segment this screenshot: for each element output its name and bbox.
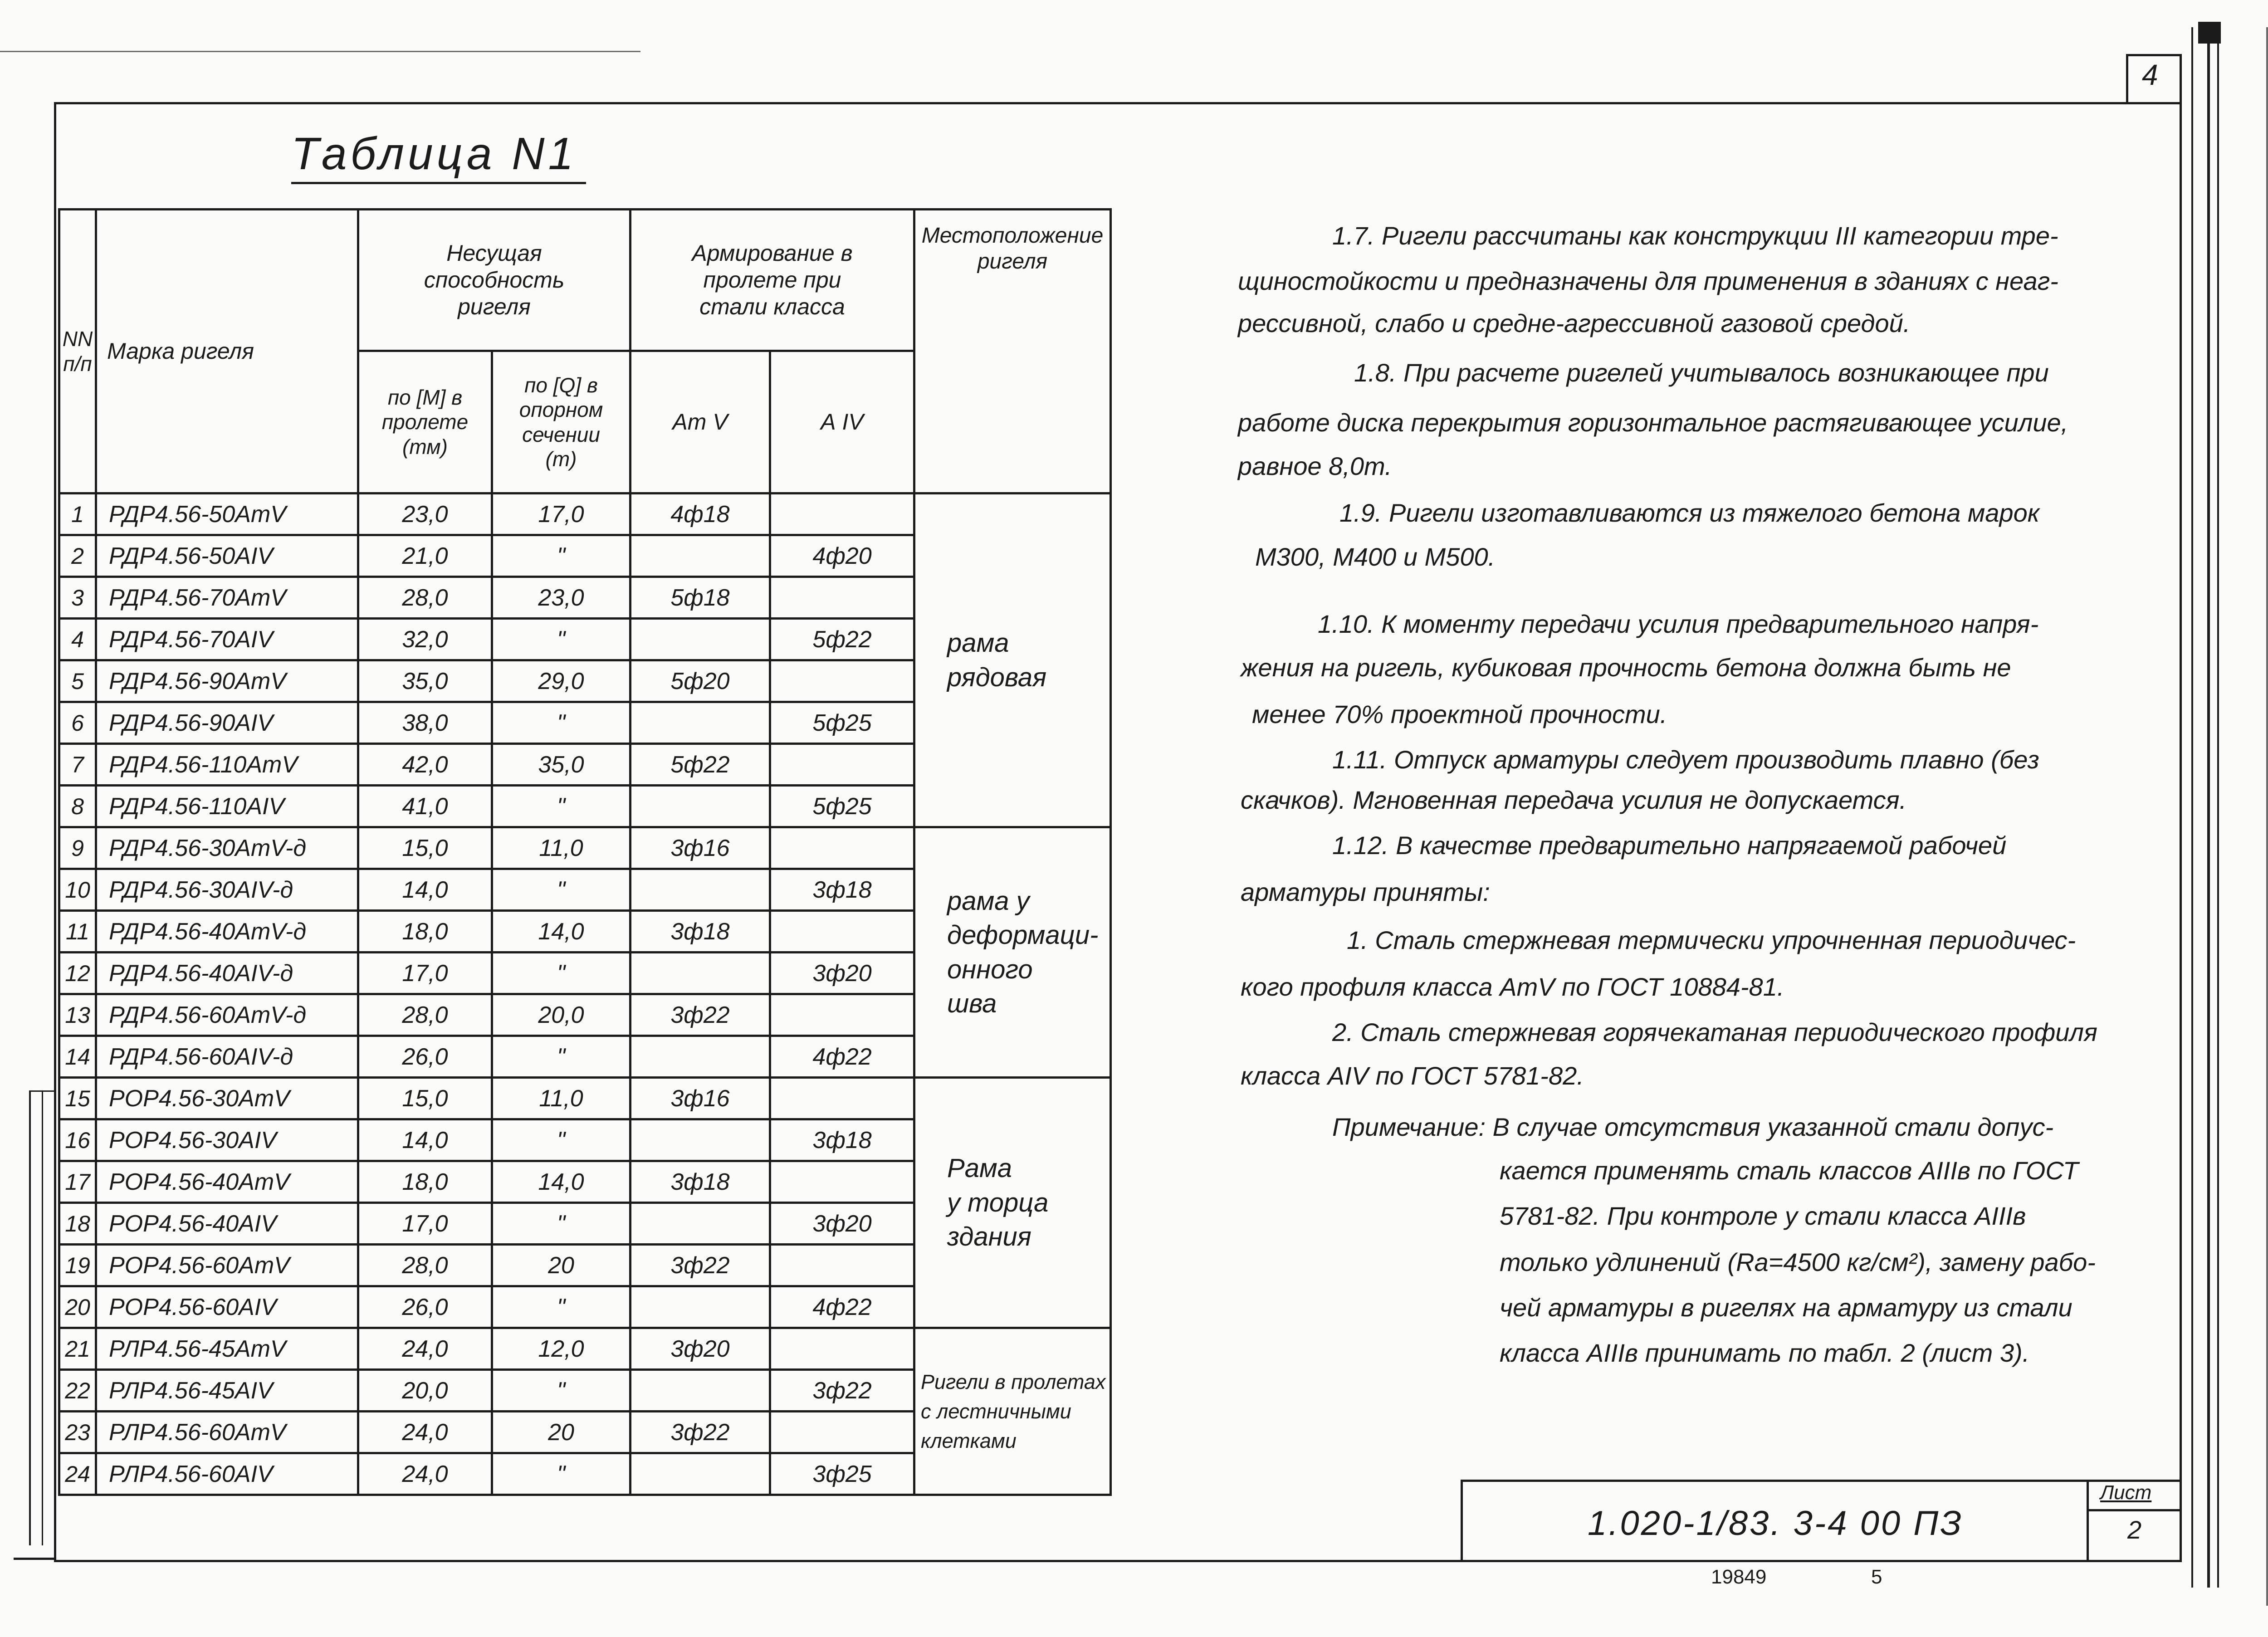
cell-reinf-a bbox=[770, 994, 914, 1036]
cell-mark: РДР4.56-50АIV bbox=[96, 535, 358, 577]
cell-moment: 14,0 bbox=[358, 1119, 492, 1161]
header-line: ригеля bbox=[977, 249, 1048, 274]
right-margin-line bbox=[2191, 27, 2193, 1588]
note-line: жения на ригель, кубиковая прочность бетона должна быть не bbox=[1241, 653, 2011, 682]
cell-number: 12 bbox=[59, 953, 96, 994]
cell-reinf-a: 3ф25 bbox=[770, 1453, 914, 1495]
cell-number: 18 bbox=[59, 1203, 96, 1245]
cell-number: 11 bbox=[59, 911, 96, 953]
cell-moment: 35,0 bbox=[358, 660, 492, 702]
header-line: пролете bbox=[381, 410, 469, 434]
cell-shear: 14,0 bbox=[492, 911, 631, 953]
left-strip-tick bbox=[29, 1090, 54, 1092]
location-line: рядовая bbox=[947, 662, 1047, 692]
header-mark: Марка ригеля bbox=[96, 210, 358, 494]
cell-number: 22 bbox=[59, 1370, 96, 1412]
sheet-number: 2 bbox=[2127, 1515, 2142, 1544]
cell-shear: 35,0 bbox=[492, 744, 631, 786]
cell-number: 17 bbox=[59, 1161, 96, 1203]
cell-number: 9 bbox=[59, 827, 96, 869]
cell-reinf-a bbox=[770, 1078, 914, 1119]
note-line: 1.11. Отпуск арматуры следует производить плавно (без bbox=[1332, 745, 2039, 774]
cell-number: 24 bbox=[59, 1453, 96, 1495]
sheet-cell-border bbox=[2087, 1509, 2180, 1511]
cell-moment: 28,0 bbox=[358, 994, 492, 1036]
cell-moment: 20,0 bbox=[358, 1370, 492, 1412]
beam-table bbox=[58, 208, 1112, 1496]
cell-reinf-at: 3ф16 bbox=[631, 827, 770, 869]
cell-reinf-at bbox=[631, 1370, 770, 1412]
cell-mark: РДР4.56-50АтV bbox=[96, 494, 358, 535]
header-capacity-q bbox=[492, 351, 631, 494]
cell-shear: " bbox=[492, 535, 631, 577]
cell-shear: " bbox=[492, 1036, 631, 1078]
cell-moment: 14,0 bbox=[358, 869, 492, 911]
cell-reinf-a: 4ф22 bbox=[770, 1286, 914, 1328]
cell-reinf-at: 3ф22 bbox=[631, 1245, 770, 1286]
cell-shear: " bbox=[492, 619, 631, 660]
location-cell bbox=[914, 1328, 1111, 1495]
location-line: Рама bbox=[947, 1153, 1012, 1183]
document-code: 1.020-1/83. 3-4 00 ПЗ bbox=[1588, 1504, 1963, 1543]
cell-shear: 11,0 bbox=[492, 827, 631, 869]
cell-reinf-at: 3ф18 bbox=[631, 1161, 770, 1203]
cell-shear: 20 bbox=[492, 1412, 631, 1453]
cell-reinf-a: 5ф22 bbox=[770, 619, 914, 660]
bottom-extension-line bbox=[14, 1558, 54, 1560]
cell-moment: 28,0 bbox=[358, 1245, 492, 1286]
cell-mark: РДР4.56-40АтV-д bbox=[96, 911, 358, 953]
sheet-label: Лист bbox=[2100, 1481, 2152, 1504]
note-line: работе диска перекрытия горизонтальное растягивающее усилие, bbox=[1238, 408, 2068, 437]
cell-reinf-at: 3ф20 bbox=[631, 1328, 770, 1370]
note-line: рессивной, слабо и средне-агрессивной газовой средой. bbox=[1238, 309, 1911, 337]
cell-reinf-a bbox=[770, 744, 914, 786]
top-margin-line bbox=[0, 51, 640, 52]
cell-mark: РДР4.56-30АIV-д bbox=[96, 869, 358, 911]
header-line: способность bbox=[424, 267, 565, 293]
cell-mark: РОР4.56-60АтV bbox=[96, 1245, 358, 1286]
cell-mark: РДР4.56-70АIV bbox=[96, 619, 358, 660]
cell-reinf-a bbox=[770, 827, 914, 869]
cell-reinf-a: 4ф20 bbox=[770, 535, 914, 577]
cell-reinf-at bbox=[631, 1119, 770, 1161]
cell-mark: РДР4.56-90АтV bbox=[96, 660, 358, 702]
page-number: 5 bbox=[1871, 1566, 1882, 1588]
cell-number: 7 bbox=[59, 744, 96, 786]
cell-mark: РЛР4.56-60АIV bbox=[96, 1453, 358, 1495]
cell-number: 6 bbox=[59, 702, 96, 744]
note-line: М300, М400 и М500. bbox=[1255, 542, 1496, 571]
header-line: п/п bbox=[63, 352, 92, 376]
note-line: 1.7. Ригели рассчитаны как конструкции III категории тре- bbox=[1332, 221, 2058, 250]
cell-reinf-a: 3ф22 bbox=[770, 1370, 914, 1412]
cell-mark: РОР4.56-30АIV bbox=[96, 1119, 358, 1161]
cell-reinf-at bbox=[631, 953, 770, 994]
note-line: 1. Сталь стержневая термически упрочненная периодичес- bbox=[1347, 926, 2076, 954]
table-row bbox=[59, 1328, 1111, 1370]
location-cell bbox=[914, 494, 1111, 827]
header-line: (тм) bbox=[402, 435, 448, 459]
cell-shear: " bbox=[492, 1286, 631, 1328]
note-line: Примечание: В случае отсутствия указанной стали допус- bbox=[1332, 1113, 2054, 1141]
cell-number: 2 bbox=[59, 535, 96, 577]
cell-shear: " bbox=[492, 869, 631, 911]
cell-mark: РДР4.56-60АIV-д bbox=[96, 1036, 358, 1078]
binding-mark bbox=[2198, 22, 2221, 44]
cell-moment: 32,0 bbox=[358, 619, 492, 660]
cell-mark: РЛР4.56-60АтV bbox=[96, 1412, 358, 1453]
header-line: по [Q] в bbox=[524, 373, 598, 397]
header-line: стали класса bbox=[699, 294, 845, 319]
cell-reinf-at: 5ф18 bbox=[631, 577, 770, 619]
header-reinforcement bbox=[631, 210, 914, 351]
header-line: сечении bbox=[522, 422, 600, 446]
cell-reinf-at: 3ф22 bbox=[631, 994, 770, 1036]
stamp-border bbox=[1461, 1480, 1463, 1560]
cell-mark: РДР4.56-30АтV-д bbox=[96, 827, 358, 869]
header-line: ригеля bbox=[458, 294, 531, 319]
cell-moment: 38,0 bbox=[358, 702, 492, 744]
cell-reinf-a: 3ф20 bbox=[770, 1203, 914, 1245]
cell-shear: " bbox=[492, 1453, 631, 1495]
header-line: (т) bbox=[545, 447, 577, 471]
header-class-a: А IV bbox=[770, 351, 914, 494]
cell-number: 19 bbox=[59, 1245, 96, 1286]
cell-moment: 41,0 bbox=[358, 786, 492, 827]
cell-moment: 18,0 bbox=[358, 911, 492, 953]
header-capacity-m bbox=[358, 351, 492, 494]
table-row bbox=[59, 494, 1111, 535]
location-line: рама у bbox=[947, 886, 1030, 916]
cell-reinf-a bbox=[770, 1161, 914, 1203]
cell-reinf-at bbox=[631, 869, 770, 911]
cell-moment: 26,0 bbox=[358, 1036, 492, 1078]
cell-mark: РДР4.56-70АтV bbox=[96, 577, 358, 619]
header-line: Армирование в bbox=[692, 240, 853, 266]
cell-reinf-a: 3ф18 bbox=[770, 869, 914, 911]
location-cell bbox=[914, 1078, 1111, 1328]
note-line: класса АIV по ГОСТ 5781-82. bbox=[1241, 1061, 1584, 1090]
cell-reinf-at bbox=[631, 619, 770, 660]
inventory-number: 19849 bbox=[1711, 1566, 1767, 1588]
stamp-border bbox=[1461, 1480, 2180, 1482]
cell-mark: РОР4.56-40АIV bbox=[96, 1203, 358, 1245]
cell-reinf-at: 5ф22 bbox=[631, 744, 770, 786]
cell-shear: 17,0 bbox=[492, 494, 631, 535]
cell-reinf-at bbox=[631, 535, 770, 577]
note-line: класса АIIIв принимать по табл. 2 (лист 3). bbox=[1500, 1339, 2030, 1367]
cell-reinf-at bbox=[631, 1453, 770, 1495]
corner-number: 4 bbox=[2142, 59, 2158, 91]
right-edge-line bbox=[2266, 27, 2268, 1606]
note-line: 1.9. Ригели изготавливаются из тяжелого бетона марок bbox=[1339, 498, 2040, 527]
cell-mark: РДР4.56-110АтV bbox=[96, 744, 358, 786]
note-line: арматуры приняты: bbox=[1241, 878, 1490, 906]
note-line: менее 70% проектной прочности. bbox=[1252, 700, 1667, 728]
cell-number: 15 bbox=[59, 1078, 96, 1119]
cell-reinf-at: 3ф18 bbox=[631, 911, 770, 953]
cell-reinf-at bbox=[631, 1203, 770, 1245]
header-line: Местоположение bbox=[921, 224, 1104, 248]
left-strip-line bbox=[29, 1090, 31, 1545]
cell-moment: 42,0 bbox=[358, 744, 492, 786]
note-line: кого профиля класса АтV по ГОСТ 10884-81. bbox=[1241, 972, 1784, 1001]
cell-reinf-at bbox=[631, 1286, 770, 1328]
cell-mark: РЛР4.56-45АIV bbox=[96, 1370, 358, 1412]
cell-number: 5 bbox=[59, 660, 96, 702]
cell-mark: РОР4.56-40АтV bbox=[96, 1161, 358, 1203]
note-line: 5781-82. При контроле у стали класса АIIIв bbox=[1500, 1202, 2026, 1230]
cell-reinf-at bbox=[631, 702, 770, 744]
cell-mark: РЛР4.56-45АтV bbox=[96, 1328, 358, 1370]
note-line: 1.8. При расчете ригелей учитывалось возникающее при bbox=[1354, 358, 2049, 387]
cell-shear: 29,0 bbox=[492, 660, 631, 702]
cell-number: 1 bbox=[59, 494, 96, 535]
cell-reinf-at: 3ф22 bbox=[631, 1412, 770, 1453]
cell-moment: 15,0 bbox=[358, 827, 492, 869]
header-line: опорном bbox=[519, 398, 603, 422]
location-line: Ригели в пролетах bbox=[921, 1370, 1106, 1393]
note-line: 1.10. К моменту передачи усилия предварительного напря- bbox=[1318, 610, 2039, 638]
cell-shear: 14,0 bbox=[492, 1161, 631, 1203]
cell-number: 14 bbox=[59, 1036, 96, 1078]
cell-reinf-a: 3ф20 bbox=[770, 953, 914, 994]
note-line: равное 8,0т. bbox=[1238, 452, 1392, 480]
header-capacity bbox=[358, 210, 631, 351]
location-line: онного bbox=[947, 954, 1033, 984]
cell-mark: РДР4.56-40АIV-д bbox=[96, 953, 358, 994]
cell-moment: 24,0 bbox=[358, 1412, 492, 1453]
cell-reinf-at bbox=[631, 1036, 770, 1078]
right-margin-line bbox=[2217, 27, 2219, 1588]
cell-shear: " bbox=[492, 1119, 631, 1161]
note-line: 1.12. В качестве предварительно напрягаемой рабочей bbox=[1332, 831, 2007, 860]
header-nn bbox=[59, 210, 96, 494]
cell-reinf-a bbox=[770, 911, 914, 953]
header-line: Несущая bbox=[446, 240, 542, 266]
cell-reinf-a bbox=[770, 1412, 914, 1453]
cell-mark: РОР4.56-60АIV bbox=[96, 1286, 358, 1328]
cell-moment: 15,0 bbox=[358, 1078, 492, 1119]
cell-moment: 23,0 bbox=[358, 494, 492, 535]
cell-reinf-a: 5ф25 bbox=[770, 786, 914, 827]
cell-shear: " bbox=[492, 702, 631, 744]
note-line: только удлинений (Rа=4500 кг/см²), замену рабо- bbox=[1500, 1248, 2096, 1276]
cell-shear: 23,0 bbox=[492, 577, 631, 619]
cell-shear: 20,0 bbox=[492, 994, 631, 1036]
header-line: пролете при bbox=[703, 267, 841, 293]
cell-reinf-a: 4ф22 bbox=[770, 1036, 914, 1078]
cell-shear: 12,0 bbox=[492, 1328, 631, 1370]
cell-shear: " bbox=[492, 1370, 631, 1412]
cell-moment: 28,0 bbox=[358, 577, 492, 619]
cell-number: 10 bbox=[59, 869, 96, 911]
location-line: рама bbox=[947, 628, 1009, 658]
cell-moment: 24,0 bbox=[358, 1453, 492, 1495]
note-line: щиностойкости и предназначены для применения в зданиях с неаг- bbox=[1238, 267, 2058, 295]
header-class-at: Ат V bbox=[631, 351, 770, 494]
cell-moment: 21,0 bbox=[358, 535, 492, 577]
cell-number: 23 bbox=[59, 1412, 96, 1453]
header-line: по [M] в bbox=[387, 386, 463, 410]
location-cell bbox=[914, 827, 1111, 1078]
note-line: скачков). Мгновенная передача усилия не допускается. bbox=[1241, 786, 1907, 814]
cell-reinf-a bbox=[770, 577, 914, 619]
cell-number: 21 bbox=[59, 1328, 96, 1370]
cell-number: 13 bbox=[59, 994, 96, 1036]
cell-moment: 24,0 bbox=[358, 1328, 492, 1370]
cell-number: 16 bbox=[59, 1119, 96, 1161]
cell-number: 20 bbox=[59, 1286, 96, 1328]
cell-reinf-at: 3ф16 bbox=[631, 1078, 770, 1119]
location-line: у торца bbox=[947, 1187, 1049, 1217]
cell-shear: " bbox=[492, 1203, 631, 1245]
note-line: чей арматуры в ригелях на арматуру из стали bbox=[1500, 1293, 2072, 1322]
note-line: 2. Сталь стержневая горячекатаная периодического профиля bbox=[1332, 1018, 2097, 1046]
location-line: шва bbox=[947, 988, 997, 1018]
cell-shear: 20 bbox=[492, 1245, 631, 1286]
cell-mark: РОР4.56-30АтV bbox=[96, 1078, 358, 1119]
location-line: здания bbox=[947, 1222, 1031, 1252]
cell-number: 3 bbox=[59, 577, 96, 619]
table-row bbox=[59, 827, 1111, 869]
location-line: клетками bbox=[921, 1429, 1017, 1453]
table-row bbox=[59, 1078, 1111, 1119]
cell-reinf-at: 4ф18 bbox=[631, 494, 770, 535]
cell-reinf-a bbox=[770, 494, 914, 535]
right-margin-line bbox=[2207, 27, 2210, 1588]
header-row bbox=[59, 210, 1111, 351]
cell-reinf-at: 5ф20 bbox=[631, 660, 770, 702]
header-line: NN bbox=[62, 327, 93, 351]
cell-reinf-a: 3ф18 bbox=[770, 1119, 914, 1161]
cell-mark: РДР4.56-110АIV bbox=[96, 786, 358, 827]
cell-reinf-a bbox=[770, 1245, 914, 1286]
cell-moment: 17,0 bbox=[358, 953, 492, 994]
location-line: деформаци- bbox=[947, 920, 1099, 950]
cell-mark: РДР4.56-90АIV bbox=[96, 702, 358, 744]
cell-moment: 26,0 bbox=[358, 1286, 492, 1328]
cell-reinf-a bbox=[770, 660, 914, 702]
cell-shear: " bbox=[492, 786, 631, 827]
cell-reinf-at bbox=[631, 786, 770, 827]
cell-moment: 17,0 bbox=[358, 1203, 492, 1245]
location-line: с лестничными bbox=[921, 1399, 1071, 1423]
sheet-cell-border bbox=[2087, 1480, 2089, 1560]
cell-number: 4 bbox=[59, 619, 96, 660]
note-line: кается применять сталь классов АIIIв по ГОСТ bbox=[1500, 1156, 2079, 1185]
cell-shear: " bbox=[492, 953, 631, 994]
header-location bbox=[914, 210, 1111, 494]
cell-shear: 11,0 bbox=[492, 1078, 631, 1119]
table-title: Таблица N1 bbox=[291, 128, 586, 184]
cell-mark: РДР4.56-60АтV-д bbox=[96, 994, 358, 1036]
cell-reinf-a bbox=[770, 1328, 914, 1370]
cell-number: 8 bbox=[59, 786, 96, 827]
left-strip-line bbox=[42, 1090, 43, 1545]
cell-moment: 18,0 bbox=[358, 1161, 492, 1203]
cell-reinf-a: 5ф25 bbox=[770, 702, 914, 744]
